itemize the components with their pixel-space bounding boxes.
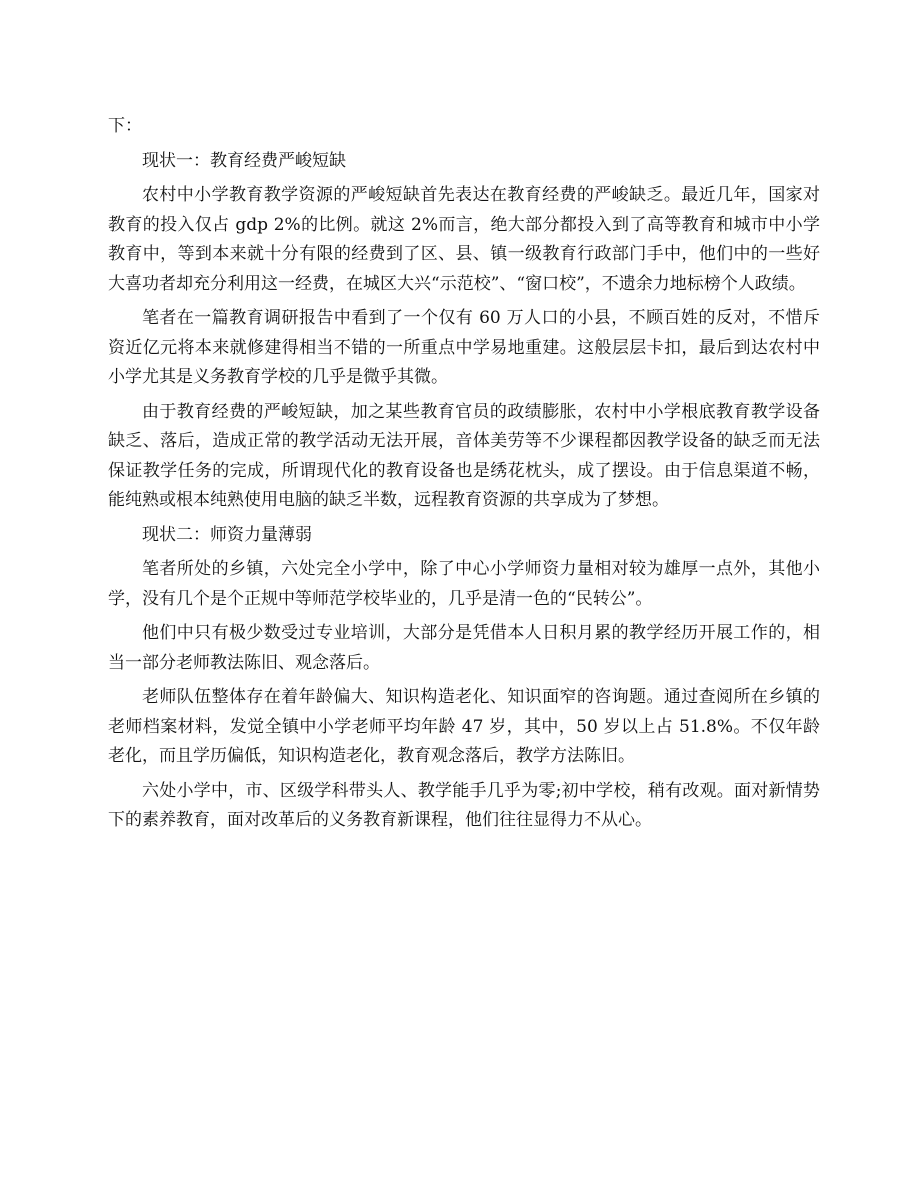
section-heading-2: 现状二：师资力量薄弱 bbox=[142, 524, 312, 545]
section-heading-1: 现状一：教育经费严峻短缺 bbox=[142, 150, 346, 171]
paragraph-training: 他们中只有极少数受过专业培训，大部分是凭借本人日积月累的教学经历开展工作的，相当一部分老师教法陈旧、观念落后。 bbox=[108, 623, 820, 673]
paragraph-subject-leaders: 六处小学中，市、区级学科带头人、教学能手几乎为零;初中学校，稍有改观。面对新情势下的素养教育，面对改革后的义务教育新课程，他们往往显得力不从心。 bbox=[108, 780, 820, 830]
paragraph-equipment-shortage: 由于教育经费的严峻短缺，加之某些教育官员的政绩膨胀，农村中小学根底教育教学设备缺乏、落后，造成正常的教学活动无法开展，音体美劳等不少课程都因教学设备的缺乏而无法保证教学任务的完成，所谓现代化的教育设备也是绣花枕头，成了摆设。由于信息渠道不畅，能纯熟或根本纯熟使用电脑的缺乏半数，远程教育资源的共享成为了梦想。 bbox=[108, 401, 820, 510]
paragraph-funding-overview: 农村中小学教育教学资源的严峻短缺首先表达在教育经费的严峻缺乏。最近几年，国家对教育的投入仅占 gdp 2%的比例。就这 2%而言，绝大部分都投入到了高等教育和城市中小学教育中，等到本来就十分有限的经费到了区、县、镇一级教育行政部门手中，他们中的一些好大喜功者却充分利用这一经费，在城区大兴“示范校”、“窗口校”，不遗余力地标榜个人政绩。 bbox=[108, 185, 820, 294]
paragraph-county-example: 笔者在一篇教育调研报告中看到了一个仅有 60 万人口的小县，不顾百姓的反对，不惜斥资近亿元将本来就修建得相当不错的一所重点中学易地重建。这般层层卡扣，最后到达农村中小学尤其是义务教育学校的几乎是微乎其微。 bbox=[108, 308, 820, 387]
paragraph-township-schools: 笔者所处的乡镇，六处完全小学中，除了中心小学师资力量相对较为雄厚一点外，其他小学，没有几个是个正规中等师范学校毕业的，几乎是清一色的“民转公”。 bbox=[108, 559, 820, 609]
paragraph-continuation: 下： bbox=[108, 116, 142, 136]
document-page bbox=[108, 112, 820, 841]
paragraph-teacher-age: 老师队伍整体存在着年龄偏大、知识构造老化、知识面窄的咨询题。通过查阅所在乡镇的老师档案材料，发觉全镇中小学老师平均年龄 47 岁，其中，50 岁以上占 51.8%。不仅年龄老化，而且学历偏低，知识构造老化，教育观念落后，教学方法陈旧。 bbox=[108, 687, 820, 766]
